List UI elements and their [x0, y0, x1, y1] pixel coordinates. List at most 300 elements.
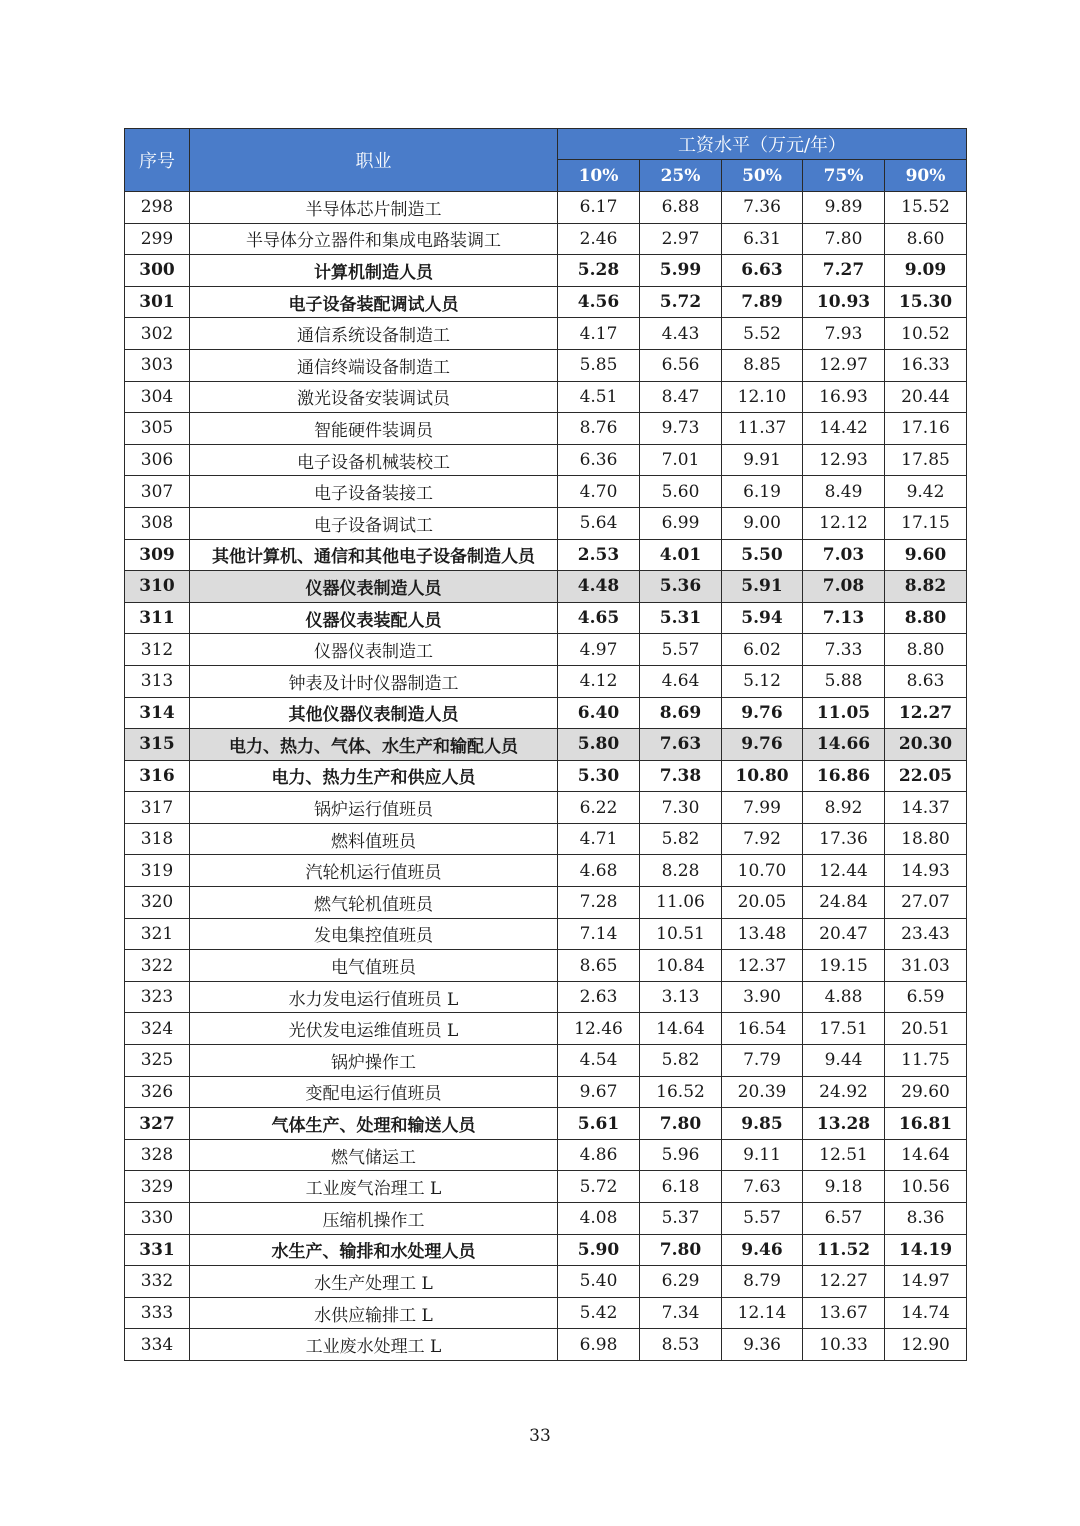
- wage-table: [124, 128, 967, 1361]
- cell-p25: 5.96: [640, 1139, 722, 1171]
- cell-p50: 5.91: [722, 571, 803, 603]
- cell-seq: 316: [125, 760, 190, 792]
- table-row: [125, 444, 967, 476]
- cell-p75: 9.89: [803, 192, 885, 224]
- cell-p10: 5.40: [558, 1266, 640, 1298]
- cell-p75: 14.42: [803, 413, 885, 445]
- cell-job: 电子设备调试工: [190, 507, 558, 539]
- cell-p50: 6.02: [722, 634, 803, 666]
- cell-p50: 6.19: [722, 476, 803, 508]
- cell-p50: 9.76: [722, 697, 803, 729]
- cell-p90: 6.59: [885, 981, 967, 1013]
- cell-p75: 7.33: [803, 634, 885, 666]
- cell-p10: 4.56: [558, 286, 640, 318]
- cell-job: 半导体分立器件和集成电路装调工: [190, 223, 558, 255]
- cell-p75: 13.28: [803, 1108, 885, 1140]
- cell-p90: 8.80: [885, 602, 967, 634]
- table-row: [125, 318, 967, 350]
- table-row: [125, 855, 967, 887]
- cell-p50: 6.63: [722, 255, 803, 287]
- cell-seq: 304: [125, 381, 190, 413]
- cell-p10: 4.86: [558, 1139, 640, 1171]
- cell-p50: 5.12: [722, 665, 803, 697]
- cell-p10: 8.76: [558, 413, 640, 445]
- cell-p50: 9.46: [722, 1234, 803, 1266]
- cell-p10: 5.42: [558, 1297, 640, 1329]
- table-row: [125, 918, 967, 950]
- cell-p50: 9.00: [722, 507, 803, 539]
- cell-p90: 20.44: [885, 381, 967, 413]
- cell-p90: 8.80: [885, 634, 967, 666]
- cell-p50: 8.85: [722, 349, 803, 381]
- cell-p90: 31.03: [885, 950, 967, 982]
- cell-p10: 12.46: [558, 1013, 640, 1045]
- cell-p25: 5.82: [640, 823, 722, 855]
- cell-seq: 302: [125, 318, 190, 350]
- cell-job: 电力、热力生产和供应人员: [190, 760, 558, 792]
- cell-p10: 7.14: [558, 918, 640, 950]
- cell-p10: 6.36: [558, 444, 640, 476]
- table-row: [125, 697, 967, 729]
- cell-p75: 13.67: [803, 1297, 885, 1329]
- cell-p10: 4.54: [558, 1045, 640, 1077]
- cell-seq: 328: [125, 1139, 190, 1171]
- cell-p25: 5.57: [640, 634, 722, 666]
- cell-seq: 326: [125, 1076, 190, 1108]
- cell-job: 通信系统设备制造工: [190, 318, 558, 350]
- cell-p10: 5.90: [558, 1234, 640, 1266]
- cell-p25: 6.56: [640, 349, 722, 381]
- cell-job: 工业废水处理工 L: [190, 1329, 558, 1361]
- cell-seq: 333: [125, 1297, 190, 1329]
- cell-p50: 6.31: [722, 223, 803, 255]
- cell-p25: 7.38: [640, 760, 722, 792]
- cell-p90: 22.05: [885, 760, 967, 792]
- cell-p25: 16.52: [640, 1076, 722, 1108]
- cell-p50: 9.76: [722, 729, 803, 761]
- table-row: [125, 349, 967, 381]
- cell-p10: 4.71: [558, 823, 640, 855]
- table-row: [125, 887, 967, 919]
- cell-job: 电力、热力、气体、水生产和输配人员: [190, 729, 558, 761]
- cell-job: 气体生产、处理和输送人员: [190, 1108, 558, 1140]
- cell-p90: 9.60: [885, 539, 967, 571]
- cell-seq: 317: [125, 792, 190, 824]
- cell-p75: 17.51: [803, 1013, 885, 1045]
- cell-p25: 2.97: [640, 223, 722, 255]
- header-p50: 50%: [722, 160, 803, 192]
- cell-p75: 12.51: [803, 1139, 885, 1171]
- header-p25: 25%: [640, 160, 722, 192]
- cell-p90: 9.09: [885, 255, 967, 287]
- cell-p90: 29.60: [885, 1076, 967, 1108]
- cell-p50: 7.99: [722, 792, 803, 824]
- cell-seq: 325: [125, 1045, 190, 1077]
- cell-seq: 314: [125, 697, 190, 729]
- cell-p25: 7.80: [640, 1108, 722, 1140]
- cell-p90: 14.19: [885, 1234, 967, 1266]
- cell-p50: 7.36: [722, 192, 803, 224]
- cell-p50: 7.79: [722, 1045, 803, 1077]
- cell-job: 燃料值班员: [190, 823, 558, 855]
- table-row: [125, 507, 967, 539]
- cell-p90: 15.52: [885, 192, 967, 224]
- cell-p10: 4.17: [558, 318, 640, 350]
- cell-p10: 4.48: [558, 571, 640, 603]
- cell-p75: 7.80: [803, 223, 885, 255]
- cell-seq: 310: [125, 571, 190, 603]
- cell-job: 发电集控值班员: [190, 918, 558, 950]
- cell-p25: 5.37: [640, 1203, 722, 1235]
- cell-p90: 14.93: [885, 855, 967, 887]
- table-row: [125, 1329, 967, 1361]
- cell-p50: 9.36: [722, 1329, 803, 1361]
- cell-seq: 303: [125, 349, 190, 381]
- cell-p50: 5.52: [722, 318, 803, 350]
- cell-p25: 5.31: [640, 602, 722, 634]
- cell-p90: 12.27: [885, 697, 967, 729]
- cell-p50: 20.39: [722, 1076, 803, 1108]
- cell-p50: 13.48: [722, 918, 803, 950]
- cell-p75: 12.97: [803, 349, 885, 381]
- table-row: [125, 476, 967, 508]
- cell-seq: 327: [125, 1108, 190, 1140]
- cell-p75: 12.27: [803, 1266, 885, 1298]
- cell-seq: 305: [125, 413, 190, 445]
- table-body: [125, 192, 967, 1361]
- cell-p75: 6.57: [803, 1203, 885, 1235]
- table-row: [125, 981, 967, 1013]
- cell-p50: 10.80: [722, 760, 803, 792]
- cell-p50: 9.85: [722, 1108, 803, 1140]
- cell-seq: 321: [125, 918, 190, 950]
- cell-job: 水生产处理工 L: [190, 1266, 558, 1298]
- table-row: [125, 286, 967, 318]
- cell-p75: 24.84: [803, 887, 885, 919]
- cell-p90: 8.63: [885, 665, 967, 697]
- cell-job: 电气值班员: [190, 950, 558, 982]
- table-row: [125, 539, 967, 571]
- cell-p25: 6.18: [640, 1171, 722, 1203]
- cell-p25: 7.63: [640, 729, 722, 761]
- cell-job: 变配电运行值班员: [190, 1076, 558, 1108]
- table-row: [125, 634, 967, 666]
- cell-p25: 6.99: [640, 507, 722, 539]
- cell-p10: 8.65: [558, 950, 640, 982]
- cell-seq: 323: [125, 981, 190, 1013]
- cell-p10: 5.72: [558, 1171, 640, 1203]
- cell-p10: 5.30: [558, 760, 640, 792]
- table-row: [125, 192, 967, 224]
- cell-seq: 300: [125, 255, 190, 287]
- table-row: [125, 1013, 967, 1045]
- cell-p75: 11.52: [803, 1234, 885, 1266]
- cell-job: 激光设备安装调试员: [190, 381, 558, 413]
- cell-p75: 8.92: [803, 792, 885, 824]
- cell-seq: 330: [125, 1203, 190, 1235]
- table-row: [125, 1234, 967, 1266]
- cell-job: 仪器仪表制造人员: [190, 571, 558, 603]
- table-row: [125, 1139, 967, 1171]
- cell-p10: 4.70: [558, 476, 640, 508]
- cell-p75: 12.44: [803, 855, 885, 887]
- cell-p10: 4.51: [558, 381, 640, 413]
- cell-p90: 11.75: [885, 1045, 967, 1077]
- cell-p90: 15.30: [885, 286, 967, 318]
- cell-p10: 5.85: [558, 349, 640, 381]
- table-row: [125, 1045, 967, 1077]
- cell-p10: 5.28: [558, 255, 640, 287]
- header-p90: 90%: [885, 160, 967, 192]
- cell-seq: 311: [125, 602, 190, 634]
- cell-p25: 14.64: [640, 1013, 722, 1045]
- cell-p10: 6.98: [558, 1329, 640, 1361]
- cell-p25: 7.01: [640, 444, 722, 476]
- cell-p10: 6.40: [558, 697, 640, 729]
- cell-p75: 5.88: [803, 665, 885, 697]
- cell-seq: 299: [125, 223, 190, 255]
- cell-p75: 7.93: [803, 318, 885, 350]
- cell-p90: 10.52: [885, 318, 967, 350]
- cell-p25: 7.30: [640, 792, 722, 824]
- cell-seq: 320: [125, 887, 190, 919]
- cell-seq: 312: [125, 634, 190, 666]
- cell-p25: 6.29: [640, 1266, 722, 1298]
- cell-p75: 11.05: [803, 697, 885, 729]
- cell-p50: 7.89: [722, 286, 803, 318]
- table-row: [125, 602, 967, 634]
- cell-p10: 5.80: [558, 729, 640, 761]
- cell-job: 燃气储运工: [190, 1139, 558, 1171]
- table-row: [125, 571, 967, 603]
- cell-p25: 5.36: [640, 571, 722, 603]
- cell-job: 其他仪器仪表制造人员: [190, 697, 558, 729]
- cell-p25: 11.06: [640, 887, 722, 919]
- cell-p25: 8.53: [640, 1329, 722, 1361]
- cell-p75: 12.93: [803, 444, 885, 476]
- cell-p25: 6.88: [640, 192, 722, 224]
- cell-p90: 14.37: [885, 792, 967, 824]
- cell-p50: 9.91: [722, 444, 803, 476]
- header-wage-group: 工资水平（万元/年）: [558, 129, 967, 160]
- table-row: [125, 1297, 967, 1329]
- cell-job: 水供应输排工 L: [190, 1297, 558, 1329]
- cell-p75: 10.33: [803, 1329, 885, 1361]
- cell-p25: 10.84: [640, 950, 722, 982]
- cell-p50: 8.79: [722, 1266, 803, 1298]
- cell-p75: 20.47: [803, 918, 885, 950]
- cell-p90: 9.42: [885, 476, 967, 508]
- cell-p50: 12.10: [722, 381, 803, 413]
- cell-seq: 298: [125, 192, 190, 224]
- table-row: [125, 729, 967, 761]
- cell-p25: 5.60: [640, 476, 722, 508]
- cell-p75: 19.15: [803, 950, 885, 982]
- cell-p75: 9.44: [803, 1045, 885, 1077]
- cell-p10: 2.53: [558, 539, 640, 571]
- cell-job: 仪器仪表制造工: [190, 634, 558, 666]
- cell-p25: 9.73: [640, 413, 722, 445]
- table-row: [125, 1266, 967, 1298]
- cell-p75: 8.49: [803, 476, 885, 508]
- cell-p50: 20.05: [722, 887, 803, 919]
- table-row: [125, 1076, 967, 1108]
- cell-p50: 12.14: [722, 1297, 803, 1329]
- cell-job: 水生产、输排和水处理人员: [190, 1234, 558, 1266]
- cell-seq: 301: [125, 286, 190, 318]
- cell-p75: 17.36: [803, 823, 885, 855]
- table-row: [125, 665, 967, 697]
- cell-p10: 5.64: [558, 507, 640, 539]
- cell-seq: 307: [125, 476, 190, 508]
- cell-p75: 16.86: [803, 760, 885, 792]
- table-row: [125, 223, 967, 255]
- table-row: [125, 823, 967, 855]
- cell-seq: 309: [125, 539, 190, 571]
- cell-p25: 5.99: [640, 255, 722, 287]
- cell-p25: 7.80: [640, 1234, 722, 1266]
- cell-p90: 23.43: [885, 918, 967, 950]
- cell-p50: 7.92: [722, 823, 803, 855]
- cell-job: 燃气轮机值班员: [190, 887, 558, 919]
- header-p75: 75%: [803, 160, 885, 192]
- cell-job: 光伏发电运维值班员 L: [190, 1013, 558, 1045]
- cell-p10: 2.63: [558, 981, 640, 1013]
- table-row: [125, 255, 967, 287]
- cell-seq: 332: [125, 1266, 190, 1298]
- cell-p75: 16.93: [803, 381, 885, 413]
- cell-p25: 5.72: [640, 286, 722, 318]
- cell-p10: 7.28: [558, 887, 640, 919]
- cell-p10: 4.97: [558, 634, 640, 666]
- cell-p10: 4.68: [558, 855, 640, 887]
- cell-job: 汽轮机运行值班员: [190, 855, 558, 887]
- cell-p50: 5.50: [722, 539, 803, 571]
- cell-p50: 5.57: [722, 1203, 803, 1235]
- cell-p90: 16.33: [885, 349, 967, 381]
- cell-p10: 9.67: [558, 1076, 640, 1108]
- cell-p75: 12.12: [803, 507, 885, 539]
- cell-p90: 17.85: [885, 444, 967, 476]
- table-row: [125, 792, 967, 824]
- cell-p90: 10.56: [885, 1171, 967, 1203]
- cell-p25: 7.34: [640, 1297, 722, 1329]
- cell-p10: 5.61: [558, 1108, 640, 1140]
- cell-p90: 12.90: [885, 1329, 967, 1361]
- cell-p90: 14.74: [885, 1297, 967, 1329]
- cell-p25: 8.28: [640, 855, 722, 887]
- cell-job: 通信终端设备制造工: [190, 349, 558, 381]
- cell-p25: 10.51: [640, 918, 722, 950]
- cell-job: 钟表及计时仪器制造工: [190, 665, 558, 697]
- cell-job: 电子设备装配调试人员: [190, 286, 558, 318]
- cell-seq: 331: [125, 1234, 190, 1266]
- cell-p25: 8.47: [640, 381, 722, 413]
- cell-p50: 11.37: [722, 413, 803, 445]
- table-row: [125, 1108, 967, 1140]
- table-row: [125, 950, 967, 982]
- cell-job: 压缩机操作工: [190, 1203, 558, 1235]
- cell-p25: 4.43: [640, 318, 722, 350]
- cell-p90: 14.97: [885, 1266, 967, 1298]
- cell-p25: 4.01: [640, 539, 722, 571]
- cell-p75: 14.66: [803, 729, 885, 761]
- table-row: [125, 760, 967, 792]
- cell-job: 锅炉运行值班员: [190, 792, 558, 824]
- page-number: 33: [529, 1426, 551, 1446]
- cell-p90: 8.60: [885, 223, 967, 255]
- table-row: [125, 1171, 967, 1203]
- cell-seq: 319: [125, 855, 190, 887]
- cell-p50: 3.90: [722, 981, 803, 1013]
- cell-p90: 8.82: [885, 571, 967, 603]
- cell-job: 电子设备装接工: [190, 476, 558, 508]
- cell-seq: 324: [125, 1013, 190, 1045]
- cell-seq: 318: [125, 823, 190, 855]
- cell-p50: 5.94: [722, 602, 803, 634]
- cell-job: 工业废气治理工 L: [190, 1171, 558, 1203]
- header-job: 职业: [190, 129, 558, 192]
- cell-job: 半导体芯片制造工: [190, 192, 558, 224]
- cell-p90: 14.64: [885, 1139, 967, 1171]
- cell-p75: 24.92: [803, 1076, 885, 1108]
- header-p10: 10%: [558, 160, 640, 192]
- cell-p10: 6.22: [558, 792, 640, 824]
- cell-job: 其他计算机、通信和其他电子设备制造人员: [190, 539, 558, 571]
- cell-p75: 9.18: [803, 1171, 885, 1203]
- cell-p90: 16.81: [885, 1108, 967, 1140]
- cell-p50: 7.63: [722, 1171, 803, 1203]
- table-row: [125, 413, 967, 445]
- cell-p25: 4.64: [640, 665, 722, 697]
- cell-job: 水力发电运行值班员 L: [190, 981, 558, 1013]
- cell-p50: 10.70: [722, 855, 803, 887]
- cell-p75: 7.08: [803, 571, 885, 603]
- cell-p10: 4.12: [558, 665, 640, 697]
- cell-p90: 20.30: [885, 729, 967, 761]
- cell-p90: 17.15: [885, 507, 967, 539]
- cell-job: 智能硬件装调员: [190, 413, 558, 445]
- cell-seq: 313: [125, 665, 190, 697]
- cell-job: 电子设备机械装校工: [190, 444, 558, 476]
- cell-seq: 322: [125, 950, 190, 982]
- cell-p90: 27.07: [885, 887, 967, 919]
- cell-seq: 308: [125, 507, 190, 539]
- cell-p10: 2.46: [558, 223, 640, 255]
- cell-p25: 5.82: [640, 1045, 722, 1077]
- cell-p90: 8.36: [885, 1203, 967, 1235]
- cell-job: 仪器仪表装配人员: [190, 602, 558, 634]
- cell-p50: 12.37: [722, 950, 803, 982]
- header-seq: 序号: [125, 129, 190, 192]
- cell-p75: 4.88: [803, 981, 885, 1013]
- cell-seq: 306: [125, 444, 190, 476]
- cell-p50: 9.11: [722, 1139, 803, 1171]
- cell-p75: 7.27: [803, 255, 885, 287]
- cell-p25: 3.13: [640, 981, 722, 1013]
- cell-p75: 7.13: [803, 602, 885, 634]
- cell-p75: 10.93: [803, 286, 885, 318]
- table-row: [125, 381, 967, 413]
- cell-p90: 17.16: [885, 413, 967, 445]
- cell-p10: 6.17: [558, 192, 640, 224]
- cell-p25: 8.69: [640, 697, 722, 729]
- cell-seq: 329: [125, 1171, 190, 1203]
- cell-seq: 315: [125, 729, 190, 761]
- cell-p10: 4.08: [558, 1203, 640, 1235]
- table-row: [125, 1203, 967, 1235]
- cell-p50: 16.54: [722, 1013, 803, 1045]
